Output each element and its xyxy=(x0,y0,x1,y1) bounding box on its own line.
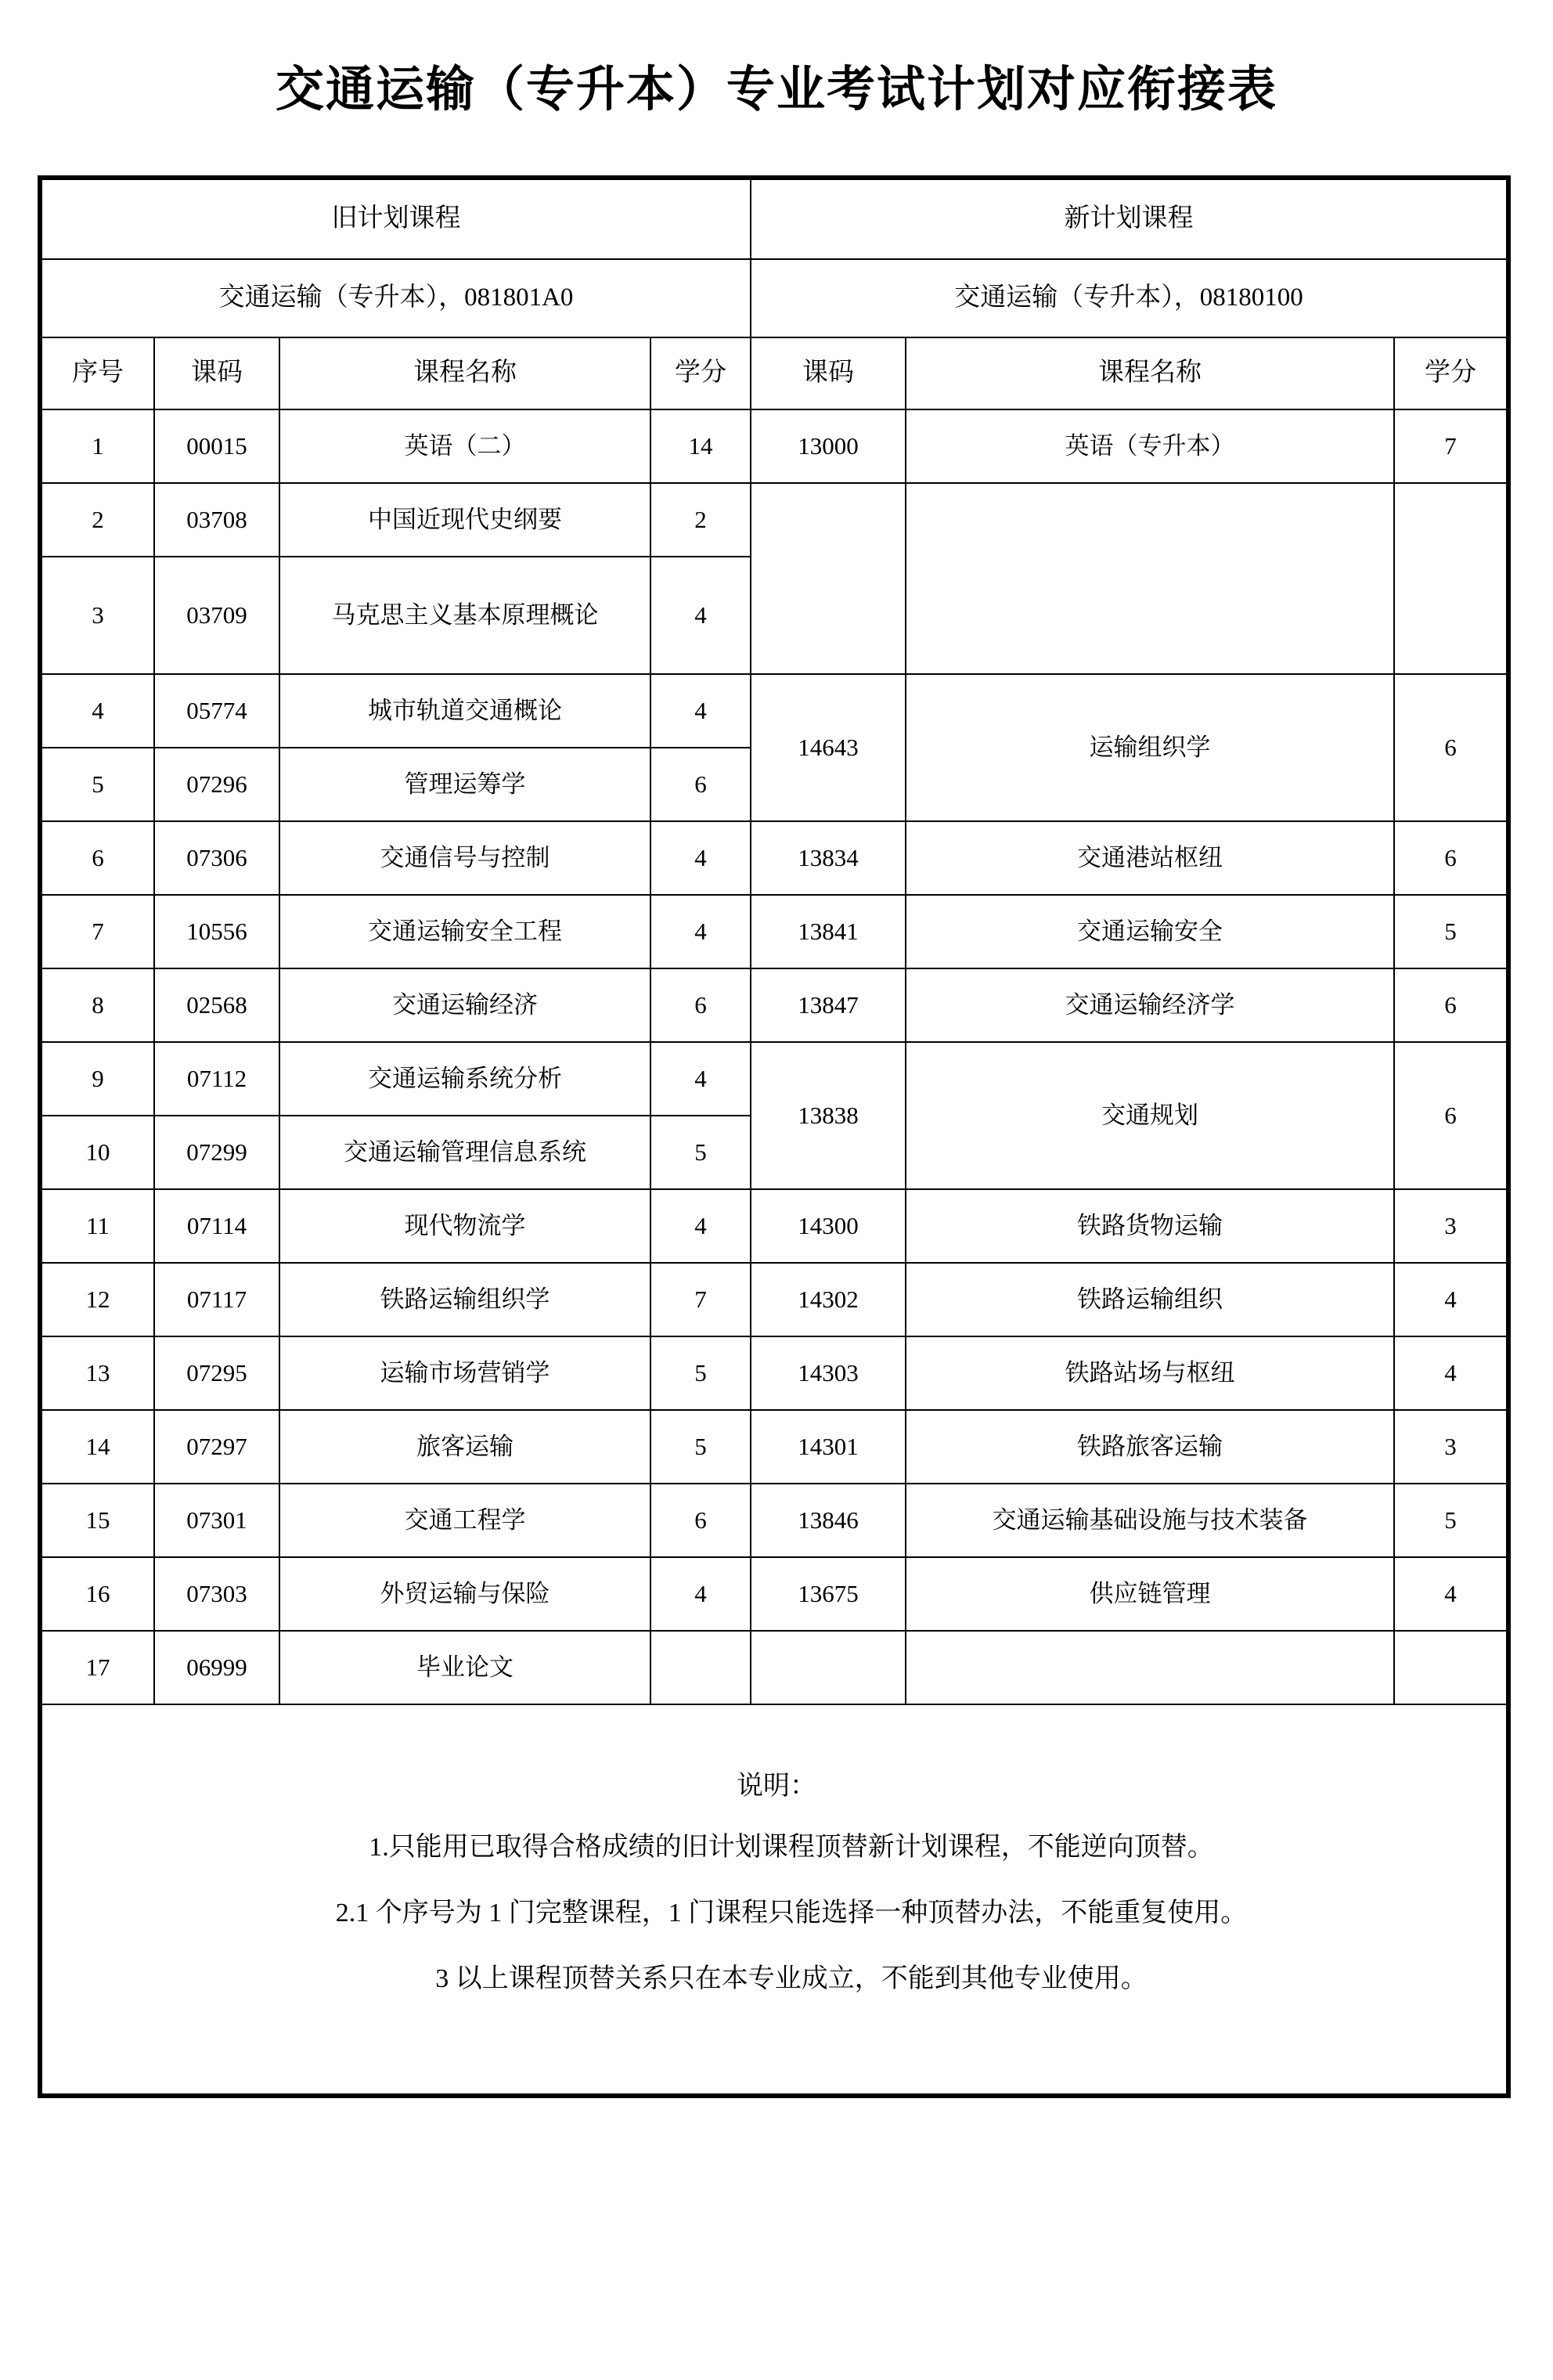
cell-old-credit: 4 xyxy=(650,674,751,748)
cell-new-name: 交通运输基础设施与技术装备 xyxy=(906,1484,1394,1557)
group-header-row xyxy=(40,178,1508,259)
cell-new-code xyxy=(751,483,906,674)
cell-old-name: 交通运输经济 xyxy=(279,968,650,1042)
cell-seq: 8 xyxy=(40,968,154,1042)
cell-new-name xyxy=(906,483,1394,674)
new-plan-group-header: 新计划课程 xyxy=(751,178,1508,259)
cell-new-code: 14300 xyxy=(751,1189,906,1263)
cell-new-credit: 6 xyxy=(1394,821,1508,895)
cell-old-credit: 4 xyxy=(650,821,751,895)
cell-old-code: 07306 xyxy=(154,821,279,895)
cell-seq: 11 xyxy=(40,1189,154,1263)
cell-seq: 3 xyxy=(40,557,154,674)
table-row xyxy=(40,1042,1508,1116)
cell-seq: 15 xyxy=(40,1484,154,1557)
table-row xyxy=(40,968,1508,1042)
cell-old-code: 07296 xyxy=(154,748,279,821)
cell-new-code: 13000 xyxy=(751,409,906,483)
table-row xyxy=(40,674,1508,748)
cell-old-credit: 6 xyxy=(650,1484,751,1557)
table-row xyxy=(40,1189,1508,1263)
cell-old-name: 运输市场营销学 xyxy=(279,1336,650,1410)
cell-old-name: 城市轨道交通概论 xyxy=(279,674,650,748)
cell-old-credit: 2 xyxy=(650,483,751,557)
table-row xyxy=(40,1484,1508,1557)
cell-new-name xyxy=(906,1631,1394,1704)
cell-old-credit xyxy=(650,1631,751,1704)
cell-old-name: 马克思主义基本原理概论 xyxy=(279,557,650,674)
cell-old-credit: 5 xyxy=(650,1116,751,1189)
header-new-credit: 学分 xyxy=(1394,337,1508,409)
cell-old-name: 现代物流学 xyxy=(279,1189,650,1263)
header-old-credit: 学分 xyxy=(650,337,751,409)
cell-new-credit: 6 xyxy=(1394,674,1508,821)
cell-old-credit: 4 xyxy=(650,895,751,968)
cell-old-credit: 4 xyxy=(650,557,751,674)
cell-new-name: 铁路货物运输 xyxy=(906,1189,1394,1263)
cell-new-name: 交通运输经济学 xyxy=(906,968,1394,1042)
table-row xyxy=(40,1263,1508,1336)
cell-seq: 2 xyxy=(40,483,154,557)
header-old-name: 课程名称 xyxy=(279,337,650,409)
notes-row xyxy=(40,1704,1508,2096)
old-plan-group-header: 旧计划课程 xyxy=(40,178,751,259)
cell-new-code: 14303 xyxy=(751,1336,906,1410)
header-new-code: 课码 xyxy=(751,337,906,409)
cell-old-code: 07112 xyxy=(154,1042,279,1116)
cell-new-code: 14643 xyxy=(751,674,906,821)
cell-old-code: 07297 xyxy=(154,1410,279,1484)
cell-old-name: 交通运输系统分析 xyxy=(279,1042,650,1116)
table-row xyxy=(40,895,1508,968)
cell-new-credit xyxy=(1394,483,1508,674)
cell-old-name: 旅客运输 xyxy=(279,1410,650,1484)
cell-seq: 12 xyxy=(40,1263,154,1336)
cell-new-code: 13675 xyxy=(751,1557,906,1631)
cell-old-code: 07117 xyxy=(154,1263,279,1336)
cell-seq: 17 xyxy=(40,1631,154,1704)
cell-old-name: 交通工程学 xyxy=(279,1484,650,1557)
cell-seq: 5 xyxy=(40,748,154,821)
cell-new-name: 铁路站场与枢纽 xyxy=(906,1336,1394,1410)
cell-old-credit: 5 xyxy=(650,1336,751,1410)
course-mapping-table-container xyxy=(38,175,1506,2098)
cell-old-credit: 6 xyxy=(650,748,751,821)
cell-old-credit: 4 xyxy=(650,1557,751,1631)
cell-new-credit: 3 xyxy=(1394,1189,1508,1263)
cell-old-code: 07301 xyxy=(154,1484,279,1557)
column-header-row xyxy=(40,337,1508,409)
cell-new-name: 交通规划 xyxy=(906,1042,1394,1189)
cell-old-name: 外贸运输与保险 xyxy=(279,1557,650,1631)
table-row xyxy=(40,409,1508,483)
cell-new-name: 交通港站枢纽 xyxy=(906,821,1394,895)
cell-old-credit: 5 xyxy=(650,1410,751,1484)
cell-old-credit: 14 xyxy=(650,409,751,483)
cell-new-name: 铁路旅客运输 xyxy=(906,1410,1394,1484)
cell-new-credit: 4 xyxy=(1394,1557,1508,1631)
cell-new-code: 13846 xyxy=(751,1484,906,1557)
cell-seq: 7 xyxy=(40,895,154,968)
cell-old-name: 毕业论文 xyxy=(279,1631,650,1704)
cell-old-code: 03709 xyxy=(154,557,279,674)
cell-old-code: 07299 xyxy=(154,1116,279,1189)
cell-old-code: 00015 xyxy=(154,409,279,483)
cell-old-code: 07303 xyxy=(154,1557,279,1631)
cell-new-name: 交通运输安全 xyxy=(906,895,1394,968)
cell-new-name: 运输组织学 xyxy=(906,674,1394,821)
table-row xyxy=(40,1557,1508,1631)
cell-new-credit: 7 xyxy=(1394,409,1508,483)
note-item-3: 3 以上课程顶替关系只在本专业成立，不能到其他专业使用。 xyxy=(435,1964,1148,1994)
note-item-1: 1.只能用已取得合格成绩的旧计划课程顶替新计划课程，不能逆向顶替。 xyxy=(369,1832,1214,1862)
cell-new-credit: 5 xyxy=(1394,895,1508,968)
notes-section xyxy=(40,1704,1508,2096)
cell-new-code: 13841 xyxy=(751,895,906,968)
cell-old-name: 英语（二） xyxy=(279,409,650,483)
table-row xyxy=(40,1336,1508,1410)
page-title: 交通运输（专升本）专业考试计划对应衔接表 xyxy=(275,63,1277,117)
cell-new-credit: 5 xyxy=(1394,1484,1508,1557)
cell-old-code: 03708 xyxy=(154,483,279,557)
cell-seq: 16 xyxy=(40,1557,154,1631)
cell-old-code: 05774 xyxy=(154,674,279,748)
cell-new-name: 英语（专升本） xyxy=(906,409,1394,483)
cell-new-code: 13838 xyxy=(751,1042,906,1189)
cell-new-name: 铁路运输组织 xyxy=(906,1263,1394,1336)
new-plan-code: 交通运输（专升本），08180100 xyxy=(751,259,1508,337)
header-old-code: 课码 xyxy=(154,337,279,409)
header-new-name: 课程名称 xyxy=(906,337,1394,409)
cell-new-code: 14302 xyxy=(751,1263,906,1336)
cell-old-code: 06999 xyxy=(154,1631,279,1704)
cell-new-credit: 4 xyxy=(1394,1263,1508,1336)
table-row xyxy=(40,1410,1508,1484)
notes-title: 说明： xyxy=(737,1772,816,1801)
cell-seq: 6 xyxy=(40,821,154,895)
cell-seq: 4 xyxy=(40,674,154,748)
table-row xyxy=(40,483,1508,557)
cell-seq: 13 xyxy=(40,1336,154,1410)
cell-old-name: 管理运筹学 xyxy=(279,748,650,821)
cell-old-name: 交通信号与控制 xyxy=(279,821,650,895)
cell-seq: 14 xyxy=(40,1410,154,1484)
cell-new-code xyxy=(751,1631,906,1704)
cell-old-code: 07295 xyxy=(154,1336,279,1410)
cell-old-name: 交通运输安全工程 xyxy=(279,895,650,968)
note-item-2: 2.1 个序号为 1 门完整课程，1 门课程只能选择一种顶替办法，不能重复使用。 xyxy=(335,1899,1248,1928)
cell-new-credit: 3 xyxy=(1394,1410,1508,1484)
cell-new-credit xyxy=(1394,1631,1508,1704)
cell-old-credit: 6 xyxy=(650,968,751,1042)
cell-new-credit: 6 xyxy=(1394,1042,1508,1189)
cell-seq: 1 xyxy=(40,409,154,483)
header-seq: 序号 xyxy=(40,337,154,409)
cell-old-credit: 4 xyxy=(650,1042,751,1116)
cell-old-credit: 4 xyxy=(650,1189,751,1263)
cell-old-code: 10556 xyxy=(154,895,279,968)
cell-old-name: 铁路运输组织学 xyxy=(279,1263,650,1336)
cell-old-name: 中国近现代史纲要 xyxy=(279,483,650,557)
table-row xyxy=(40,1631,1508,1704)
plan-code-row xyxy=(40,259,1508,337)
cell-new-name: 供应链管理 xyxy=(906,1557,1394,1631)
cell-new-credit: 6 xyxy=(1394,968,1508,1042)
cell-seq: 10 xyxy=(40,1116,154,1189)
cell-old-name: 交通运输管理信息系统 xyxy=(279,1116,650,1189)
cell-new-code: 13834 xyxy=(751,821,906,895)
cell-old-credit: 7 xyxy=(650,1263,751,1336)
cell-old-code: 07114 xyxy=(154,1189,279,1263)
cell-seq: 9 xyxy=(40,1042,154,1116)
cell-new-code: 13847 xyxy=(751,968,906,1042)
table-row xyxy=(40,821,1508,895)
cell-old-code: 02568 xyxy=(154,968,279,1042)
cell-new-code: 14301 xyxy=(751,1410,906,1484)
cell-new-credit: 4 xyxy=(1394,1336,1508,1410)
old-plan-code: 交通运输（专升本），081801A0 xyxy=(40,259,751,337)
course-mapping-table xyxy=(38,175,1511,2098)
